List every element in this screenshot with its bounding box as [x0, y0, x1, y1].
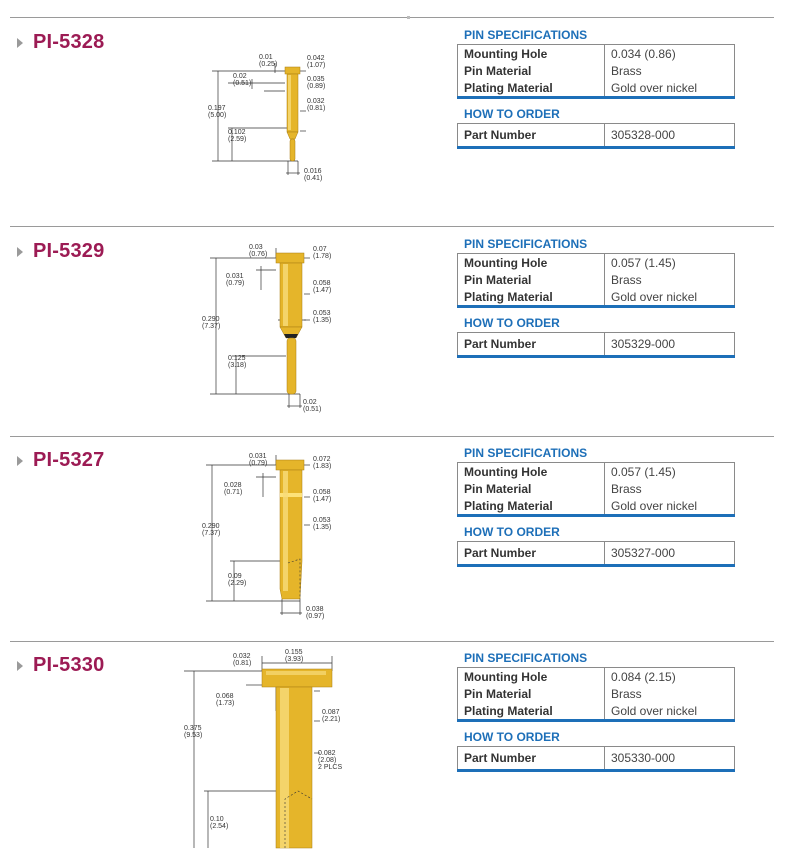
dim-label: 0.102 (2.59) [228, 129, 247, 143]
dim-label: 0.07 (1.78) [313, 246, 332, 260]
dim-label: 0.01 (0.25) [259, 54, 278, 68]
pin-specifications [457, 28, 735, 149]
product-name: PI-5327 [33, 449, 105, 471]
dim-label: 0.016 (0.41) [304, 168, 323, 182]
pin-diagram [200, 53, 350, 193]
dim-label: 0.10 (2.54) [210, 816, 229, 830]
dim-label: 0.125 (3.18) [228, 355, 247, 369]
section-header: PIN SPECIFICATIONS [464, 237, 588, 251]
spec-row: Pin Material Brass [458, 271, 735, 288]
section-divider [10, 641, 774, 642]
product-title [17, 240, 104, 263]
spec-row: Plating Material Gold over nickel [458, 288, 735, 307]
spec-table [457, 44, 735, 99]
dim-label: 0.035 (0.89) [307, 76, 326, 90]
spec-table [457, 253, 735, 308]
spec-row: Plating Material Gold over nickel [458, 79, 735, 98]
dim-label: 0.068 (1.73) [216, 693, 235, 707]
dim-label: 0.155 (3.93) [285, 649, 304, 663]
dim-label: 0.290 (7.37) [202, 316, 221, 330]
dim-label: 0.053 (1.35) [313, 310, 332, 324]
dim-label: 0.082 (2.08) 2 PLCS [318, 750, 343, 771]
pin-drawing [196, 449, 396, 649]
spec-row: Pin Material Brass [458, 480, 735, 497]
dim-label: 0.087 (2.21) [322, 709, 341, 723]
section-divider [10, 436, 774, 437]
dim-label: 0.375 (9.53) [184, 725, 203, 739]
top-rule [10, 17, 774, 18]
spec-row: Mounting Hole 0.084 (2.15) [458, 668, 735, 686]
dim-label: 0.042 (1.07) [307, 55, 326, 69]
spec-row: Pin Material Brass [458, 62, 735, 79]
product-name: PI-5330 [33, 654, 105, 676]
spec-table [457, 462, 735, 517]
section-header: HOW TO ORDER [464, 107, 560, 121]
section-header: PIN SPECIFICATIONS [464, 28, 588, 42]
dim-label: 0.09 (2.29) [228, 573, 247, 587]
spec-row: Mounting Hole 0.057 (1.45) [458, 463, 735, 481]
caret-right-icon [17, 456, 23, 466]
dim-label: 0.197 (5.00) [208, 105, 227, 119]
pin-drawing [180, 651, 380, 851]
order-table [457, 746, 735, 772]
caret-right-icon [17, 661, 23, 671]
pin-specifications [457, 651, 735, 772]
order-row: Part Number 305328-000 [458, 124, 735, 148]
product-section-pi-5328 [0, 28, 791, 218]
dim-label: 0.058 (1.47) [313, 280, 332, 294]
order-table [457, 541, 735, 567]
product-section-pi-5327 [0, 446, 791, 636]
dim-label: 0.02 (0.51) [303, 399, 322, 413]
dim-label: 0.032 (0.81) [233, 653, 252, 667]
top-rule-mark [407, 16, 410, 19]
pin-specifications [457, 237, 735, 358]
pin-drawing [196, 240, 396, 440]
dim-label: 0.028 (0.71) [224, 482, 243, 496]
section-header: PIN SPECIFICATIONS [464, 446, 588, 460]
product-name: PI-5329 [33, 240, 105, 262]
spec-row: Plating Material Gold over nickel [458, 497, 735, 516]
section-header: HOW TO ORDER [464, 730, 560, 744]
dim-label: 0.053 (1.35) [313, 517, 332, 531]
order-table [457, 332, 735, 358]
order-row: Part Number 305327-000 [458, 542, 735, 566]
order-row: Part Number 305329-000 [458, 333, 735, 357]
dim-label: 0.032 (0.81) [307, 98, 326, 112]
product-title [17, 654, 104, 677]
section-header: HOW TO ORDER [464, 525, 560, 539]
dim-label: 0.058 (1.47) [313, 489, 332, 503]
pin-specifications [457, 446, 735, 567]
section-header: HOW TO ORDER [464, 316, 560, 330]
dim-label: 0.072 (1.83) [313, 456, 332, 470]
pin-drawing [200, 53, 400, 253]
section-header: PIN SPECIFICATIONS [464, 651, 588, 665]
spec-row: Plating Material Gold over nickel [458, 702, 735, 721]
product-section-pi-5330 [0, 651, 791, 848]
order-table [457, 123, 735, 149]
product-section-pi-5329 [0, 237, 791, 427]
order-row: Part Number 305330-000 [458, 747, 735, 771]
spec-row: Pin Material Brass [458, 685, 735, 702]
product-title [17, 449, 104, 472]
product-name: PI-5328 [33, 31, 105, 53]
dim-label: 0.031 (0.79) [249, 453, 268, 467]
dim-label: 0.038 (0.97) [306, 606, 325, 620]
product-title [17, 31, 104, 54]
dim-label: 0.03 (0.76) [249, 244, 268, 258]
spec-row: Mounting Hole 0.034 (0.86) [458, 45, 735, 63]
caret-right-icon [17, 247, 23, 257]
dim-label: 0.290 (7.37) [202, 523, 221, 537]
caret-right-icon [17, 38, 23, 48]
section-divider [10, 226, 774, 227]
spec-row: Mounting Hole 0.057 (1.45) [458, 254, 735, 272]
dim-label: 0.02 (0.51) [233, 73, 252, 87]
spec-table [457, 667, 735, 722]
dim-label: 0.031 (0.79) [226, 273, 245, 287]
